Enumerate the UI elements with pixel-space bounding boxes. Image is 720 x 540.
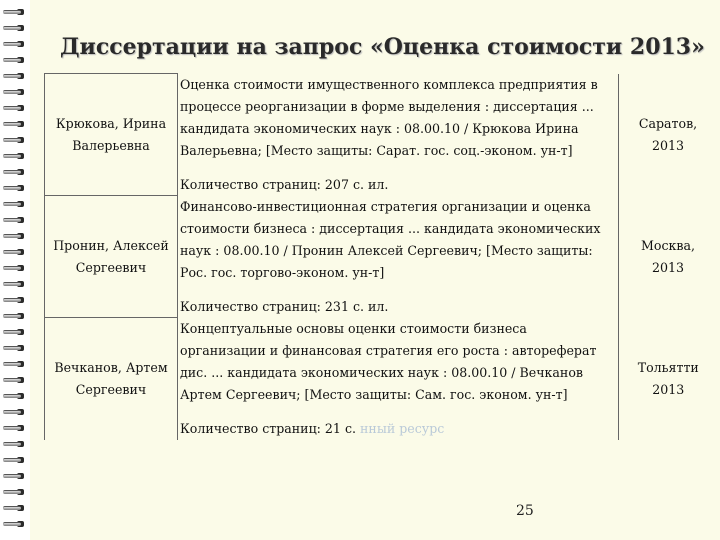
ring-wire — [3, 218, 21, 222]
author-name: Вечканов, Артем — [54, 359, 168, 375]
ring-wire — [3, 522, 21, 526]
description-cell — [178, 74, 619, 196]
place-cell — [619, 74, 718, 196]
place-cell — [619, 318, 718, 440]
binder-ring — [3, 200, 27, 208]
binder-ring — [3, 424, 27, 432]
ring-wire — [3, 314, 21, 318]
binder-ring — [3, 168, 27, 176]
ring-wire — [3, 266, 21, 270]
ring-wire — [3, 362, 21, 366]
ring-wire — [3, 170, 21, 174]
binder-ring — [3, 328, 27, 336]
binder-ring — [3, 456, 27, 464]
city: Саратов, — [638, 115, 698, 131]
ring-wire — [3, 506, 21, 510]
binder-ring — [3, 360, 27, 368]
binder-ring — [3, 488, 27, 496]
binder-ring — [3, 248, 27, 256]
ring-wire — [3, 42, 21, 46]
binder-ring — [3, 152, 27, 160]
binder-ring — [3, 8, 27, 16]
binder-ring — [3, 392, 27, 400]
binder-ring — [3, 120, 27, 128]
binder-ring — [3, 296, 27, 304]
binder-ring — [3, 24, 27, 32]
ring-wire — [3, 490, 21, 494]
binder-ring — [3, 104, 27, 112]
ring-wire — [3, 458, 21, 462]
binder-ring — [3, 136, 27, 144]
ring-wire — [3, 202, 21, 206]
binder-ring — [3, 312, 27, 320]
page-count-text: Количество страниц: 21 с. — [180, 420, 357, 436]
dissertations-table — [44, 73, 718, 440]
binder-ring — [3, 216, 27, 224]
author-patronymic: Сергеевич — [75, 381, 147, 397]
ring-wire — [3, 426, 21, 430]
binder-ring — [3, 56, 27, 64]
description-text: Финансово-инвестиционная стратегия организации и оценка стоимости бизнеса : диссертация ... кандидата экономических наук : 08.00.10 / Пронин Алексей Сергеевич; [Место защиты: Рос. гос. торгово-эконом. ун-т] — [180, 198, 601, 280]
ring-wire — [3, 330, 21, 334]
binder-ring — [3, 504, 27, 512]
author-cell — [45, 318, 178, 440]
ring-wire — [3, 74, 21, 78]
page-count — [180, 418, 616, 440]
faded-overlay-text: нный ресурс — [360, 420, 445, 436]
ring-wire — [3, 122, 21, 126]
ring-wire — [3, 474, 21, 478]
ring-wire — [3, 234, 21, 238]
binder-ring — [3, 72, 27, 80]
binder-ring — [3, 88, 27, 96]
binder-ring — [3, 472, 27, 480]
author-cell — [45, 74, 178, 196]
author-patronymic: Сергеевич — [75, 259, 147, 275]
city: Тольятти — [637, 359, 699, 375]
ring-wire — [3, 378, 21, 382]
ring-wire — [3, 90, 21, 94]
year: 2013 — [652, 381, 685, 397]
description-text: Концептуальные основы оценки стоимости бизнеса организации и финансовая стратегия его роста : автореферат дис. ... кандидата экономических наук : 08.00.10 / Вечканов Артем Сергеевич; [Место защиты: Сам. гос. эконом. ун-т] — [180, 320, 597, 402]
ring-wire — [3, 138, 21, 142]
binder-ring — [3, 520, 27, 528]
binder-ring — [3, 280, 27, 288]
page-title: Диссертации на запрос «Оценка стоимости 2013» — [60, 34, 705, 60]
author-name: Пронин, Алексей — [53, 237, 169, 253]
binder-ring — [3, 264, 27, 272]
author-name: Крюкова, Ирина — [55, 115, 167, 131]
ring-wire — [3, 346, 21, 350]
table-row — [45, 196, 718, 318]
page-count: Количество страниц: 207 с. ил. — [180, 176, 389, 192]
author-cell — [45, 196, 178, 318]
ring-wire — [3, 410, 21, 414]
ring-wire — [3, 442, 21, 446]
page-count: Количество страниц: 231 с. ил. — [180, 298, 389, 314]
year: 2013 — [651, 137, 685, 153]
ring-wire — [3, 58, 21, 62]
ring-wire — [3, 298, 21, 302]
description-text: Оценка стоимости имущественного комплекса предприятия в процессе реорганизации в форме выделения : диссертация ... кандидата экономических наук : 08.00.10 / Крюкова Ирина Валерьевна; [Место защиты: Сарат. гос. соц.-эконом. ун-т] — [180, 76, 598, 158]
binder-ring — [3, 376, 27, 384]
binder-ring — [3, 184, 27, 192]
ring-wire — [3, 26, 21, 30]
binder-ring — [3, 344, 27, 352]
binder-ring — [3, 232, 27, 240]
city: Москва, — [640, 237, 695, 253]
ring-wire — [3, 186, 21, 190]
place-cell — [619, 196, 718, 318]
ring-wire — [3, 250, 21, 254]
ring-wire — [3, 282, 21, 286]
page-number: 25 — [516, 503, 534, 519]
binder-ring — [3, 408, 27, 416]
slide-page — [30, 0, 720, 540]
author-patronymic: Валерьевна — [72, 137, 150, 153]
description-cell — [178, 196, 619, 318]
table-row — [45, 318, 718, 440]
binder-rings — [0, 0, 30, 540]
ring-wire — [3, 10, 21, 14]
description-cell — [178, 318, 619, 440]
ring-wire — [3, 154, 21, 158]
ring-wire — [3, 394, 21, 398]
ring-wire — [3, 106, 21, 110]
year: 2013 — [651, 259, 685, 275]
table-row — [45, 74, 718, 196]
binder-ring — [3, 440, 27, 448]
binder-ring — [3, 40, 27, 48]
